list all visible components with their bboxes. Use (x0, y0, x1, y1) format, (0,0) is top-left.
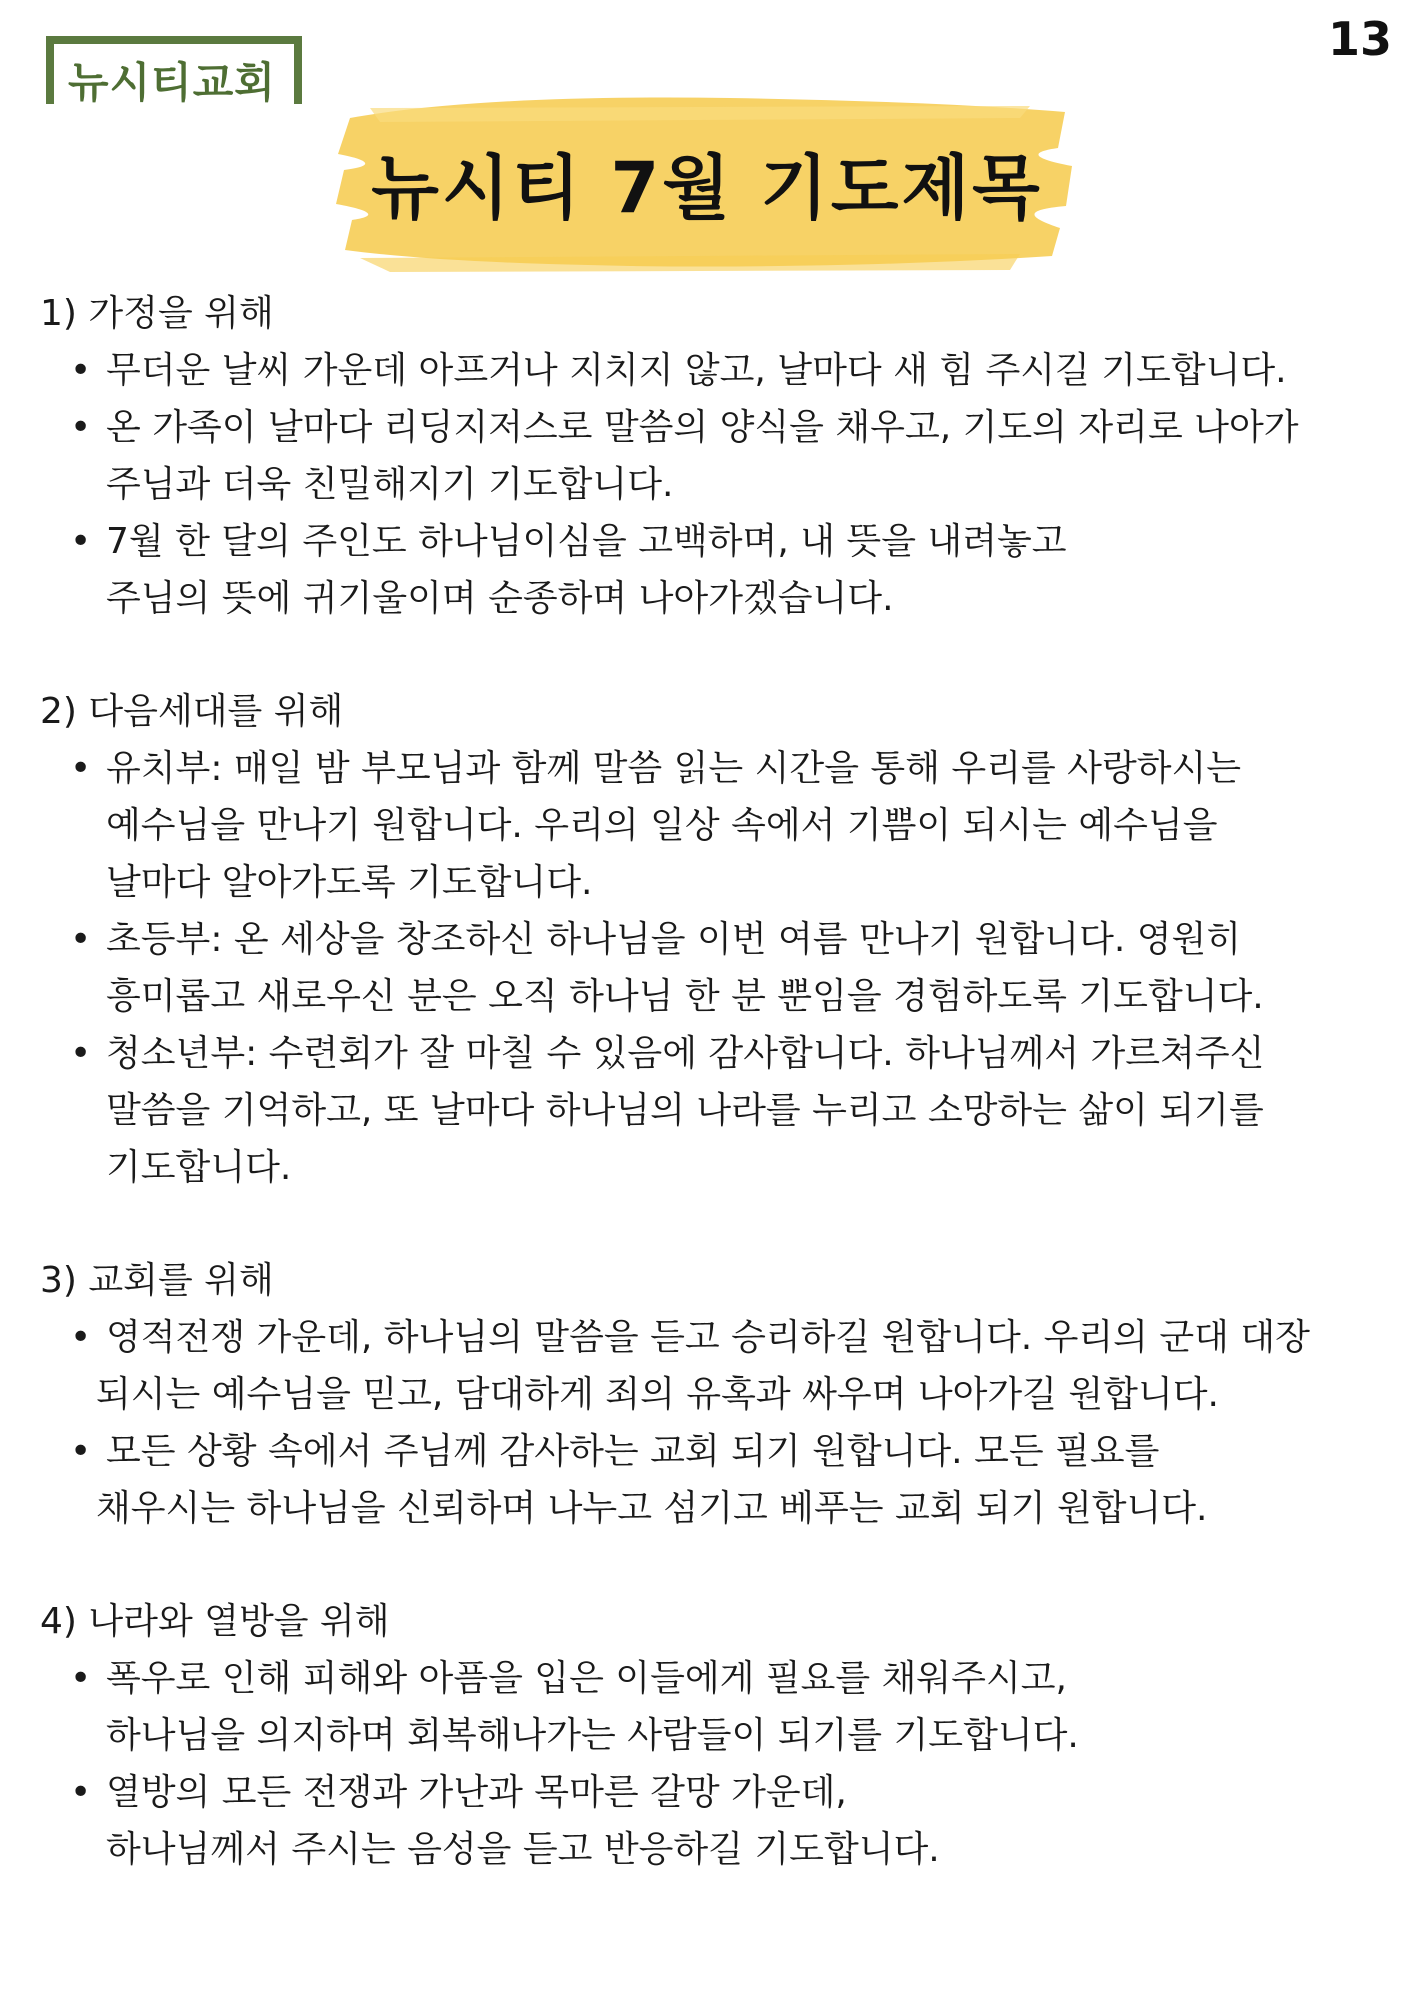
item-line: 채우시는 하나님을 신뢰하며 나누고 섬기고 베푸는 교회 되기 원합니다. (96, 1488, 1208, 1529)
item-line: 무더운 날씨 가운데 아프거나 지치지 않고, 날마다 새 힘 주시길 기도합니다. (106, 350, 1287, 391)
item-line: 온 가족이 날마다 리딩지저스로 말씀의 양식을 채우고, 기도의 자리로 나아가 (106, 407, 1299, 448)
bullet-icon: • (70, 1772, 92, 1813)
list-item (0, 1650, 1414, 1764)
church-name: 뉴시티교회 (68, 58, 276, 107)
item-line: 주님의 뜻에 귀기울이며 순종하며 나아가겠습니다. (106, 578, 894, 619)
list-item (0, 1309, 1414, 1423)
page-title: 뉴시티 7월 기도제목 (371, 147, 1043, 229)
item-line: 초등부: 온 세상을 창조하신 하나님을 이번 여름 만나기 원합니다. 영원히 (106, 919, 1242, 960)
item-line: 하나님께서 주시는 음성을 듣고 반응하길 기도합니다. (106, 1829, 940, 1870)
item-line: 기도합니다. (106, 1147, 292, 1188)
item-line: 되시는 예수님을 믿고, 담대하게 죄의 유혹과 싸우며 나아가길 원합니다. (96, 1374, 1219, 1415)
bullet-icon: • (70, 1431, 92, 1472)
section-next-generation (0, 683, 1414, 1196)
list-item (0, 1764, 1414, 1878)
bullet-icon: • (70, 350, 92, 391)
item-line: 모든 상황 속에서 주님께 감사하는 교회 되기 원합니다. 모든 필요를 (106, 1431, 1160, 1472)
bullet-icon: • (70, 407, 92, 448)
list-item (0, 911, 1414, 1025)
item-line: 유치부: 매일 밤 부모님과 함께 말씀 읽는 시간을 통해 우리를 사랑하시는 (106, 748, 1242, 789)
section-heading: 3) 교회를 위해 (40, 1260, 274, 1301)
item-line: 폭우로 인해 피해와 아픔을 입은 이들에게 필요를 채워주시고, (106, 1658, 1067, 1699)
list-item (0, 513, 1414, 627)
list-item (0, 740, 1414, 911)
item-line: 영적전쟁 가운데, 하나님의 말씀을 듣고 승리하길 원합니다. 우리의 군대 대장 (106, 1317, 1310, 1358)
section-heading: 1) 가정을 위해 (40, 293, 274, 334)
page-number: 13 (1327, 12, 1392, 66)
item-line: 하나님을 의지하며 회복해나가는 사람들이 되기를 기도합니다. (106, 1715, 1079, 1756)
item-line: 7월 한 달의 주인도 하나님이심을 고백하며, 내 뜻을 내려놓고 (106, 521, 1067, 562)
list-item (0, 1025, 1414, 1196)
item-line: 흥미롭고 새로우신 분은 오직 하나님 한 분 뿐임을 경험하도록 기도합니다. (106, 976, 1264, 1017)
section-family (0, 285, 1414, 627)
section-nation (0, 1593, 1414, 1878)
bullet-icon: • (70, 521, 92, 562)
bullet-icon: • (70, 748, 92, 789)
item-line: 열방의 모든 전쟁과 가난과 목마른 갈망 가운데, (106, 1772, 847, 1813)
bullet-icon: • (70, 1033, 92, 1074)
section-heading: 4) 나라와 열방을 위해 (40, 1601, 390, 1642)
item-line: 날마다 알아가도록 기도합니다. (106, 862, 593, 903)
bullet-icon: • (70, 919, 92, 960)
section-heading: 2) 다음세대를 위해 (40, 691, 344, 732)
item-line: 주님과 더욱 친밀해지기 기도합니다. (106, 464, 674, 505)
item-line: 청소년부: 수련회가 잘 마칠 수 있음에 감사합니다. 하나님께서 가르쳐주신 (106, 1033, 1265, 1074)
list-item (0, 399, 1414, 513)
list-item (0, 342, 1414, 399)
item-line: 예수님을 만나기 원합니다. 우리의 일상 속에서 기쁨이 되시는 예수님을 (106, 805, 1218, 846)
bullet-icon: • (70, 1317, 92, 1358)
list-item (0, 1423, 1414, 1537)
section-church (0, 1252, 1414, 1537)
item-line: 말씀을 기억하고, 또 날마다 하나님의 나라를 누리고 소망하는 삶이 되기를 (106, 1090, 1264, 1131)
prayer-list (0, 285, 1414, 1934)
bullet-icon: • (70, 1658, 92, 1699)
